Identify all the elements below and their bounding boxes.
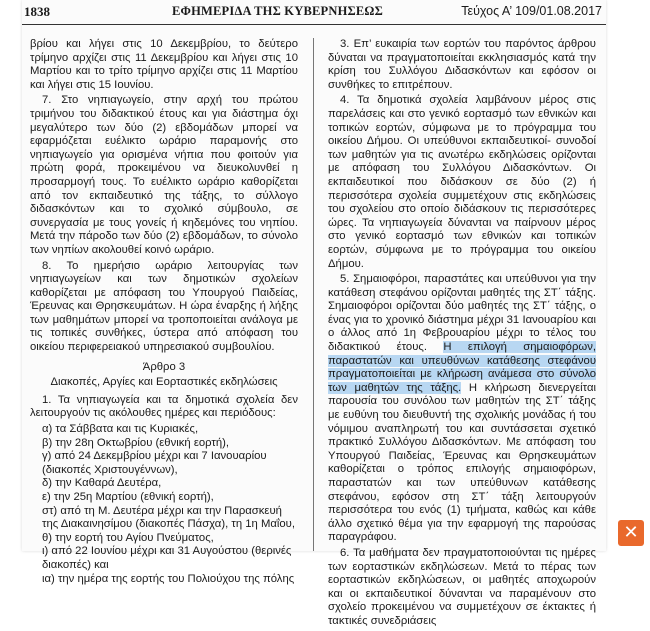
paragraph: βρίου και λήγει στις 10 Δεκεμβρίου, το δεύτερο τρίμηνο αρχίζει στις 11 Δεκεμβρίου και λήγει στις 10 Μαρτίου και το τρίτο τρίμηνο αρχίζει στις 11 Μαρτίου και λήγει στις 15 Ιουνίου.: [30, 38, 298, 91]
article-title: Άρθρο 3: [142, 360, 186, 373]
left-column: [30, 38, 298, 586]
list-item: θ) την εορτή του Αγίου Πνεύματος,: [42, 531, 214, 544]
text-run: Η κλήρωση διενεργείται παρουσία του συνόλου των μαθητών της ΣΤ΄ τάξης με ευθύνη του διευθυντή της σχολικής μονάδας ή του νόμιμου αναπληρωτή του και συντάσσεται σχετικό πρακτικό Συλλόγου Διδασκόντων. Με απόφαση του Υπουργού Παιδείας, Έρευνας και Θρησκευμάτων καθορίζεται ο τρόπος επιλογής σημαιοφόρων, παραστατών και των υπεύθυνων κατάθεσης στεφάνου, εφόσον στη ΣΤ΄ τάξη λειτουργούν περισσότερα του ενός (1) τμήματα, καθώς και κάθε άλλο σχετικό θέμα για την εφαρμογή της παρούσας παραγράφου.: [328, 381, 596, 544]
list-item: γ) από 24 Δεκεμβρίου μέχρι και 7 Ιανουαρίου (διακοπές Χριστουγέννων),: [42, 450, 267, 476]
column-divider: [313, 38, 314, 551]
selected-text[interactable]: Η επιλογή σημαιοφόρων, παραστατών και υπευθύνων κατάθεσης στεφάνου πραγματοποιείται με κλήρωση ανάμεσα στο σύνολο των μαθητών της τάξης.: [328, 341, 597, 394]
close-icon: ✕: [623, 522, 639, 543]
article-subtitle: Διακοπές, Αργίες και Εορταστικές εκδηλώσεις: [50, 376, 278, 389]
list-item: ε) την 25η Μαρτίου (εθνική εορτή),: [42, 491, 214, 503]
right-column: [328, 38, 596, 631]
gazette-title: ΕΦΗΜΕΡΙΔΑ ΤΗΣ ΚΥΒΕΡΝΗΣΕΩΣ: [172, 4, 383, 18]
list-item: δ) την Καθαρά Δευτέρα,: [42, 477, 162, 490]
paragraph: 6. Τα μαθήματα δεν πραγματοποιούνται τις ημέρες των εορταστικών εκδηλώσεων. Μετά το πέρας των εορταστικών εκδηλώσεων, οι μαθητές αποχωρούν και οι εκπαιδευτικοί δύνανται να παραμένουν στο σχολείο προκειμένου να συμμετέχουν σε έκτακτες ή τακτικές συνεδριάσεις: [328, 546, 596, 627]
list-item: ι) από 22 Ιουνίου μέχρι και 31 Αυγούστου (θερινές διακοπές) και: [42, 545, 292, 571]
text-run: 5. Σημαιοφόροι, παραστάτες και υπεύθυνοι για την κατάθεση στεφάνου ορίζονται μαθητές της ΣΤ΄ τάξης. Σημαιοφόροι ορίζονται δύο μαθητές της ΣΤ΄ τάξης, ο ένας για το χρονικό διάστημα μέχρι 31 Ιανουαρίου και ο άλλος από 1η Φεβρουαρίου μέχρι το τέλος του διδακτικού έτους.: [328, 273, 596, 354]
header-rule: [22, 24, 606, 25]
list-item: β) την 28η Οκτωβρίου (εθνική εορτή),: [42, 436, 230, 449]
paragraph: 4. Τα δημοτικά σχολεία λαμβάνουν μέρος στις παρελάσεις και στο γενικό εορτασμό των εθνικών και τοπικών εορτών, σύμφωνα με το πρόγραμμα του οικείου Δήμου. Οι υπεύθυνοι εκπαιδευτικοί- συνοδοί των μαθητών για τις ανωτέρω εκδηλώσεις ορίζονται με απόφαση του Συλλόγου Διδασκόντων. Οι εκπαιδευτικοί που διδάσκουν σε δύο (2) ή περισσότερα σχολεία συμμετέχουν στις εκδηλώσεις του σχολείου στο οποίο διδάσκουν τις περισσότερες ώρες. Τα νηπιαγωγεία δύνανται να παίρνουν μέρος στο γενικό εορτασμό των εθνικών και τοπικών εορτών, σύμφωνα με το πρόγραμμα του οικείου Δήμου.: [328, 94, 596, 270]
paragraph: 8. Το ημερήσιο ωράριο λειτουργίας των νηπιαγωγείων και των δημοτικών σχολείων καθορίζεται με απόφαση του Υπουργού Παιδείας, Έρευνας και Θρησκευμάτων. Η ώρα έναρξης ή λήξης των μαθημάτων μπορεί να τροποποιείται ανάλογα με τις τοπικές συνθήκες, ύστερα από απόφαση του οικείου περιφερειακού υπηρεσιακού συμβουλίου.: [30, 259, 298, 354]
list-item: α) τα Σάββατα και τις Κυριακές,: [42, 423, 199, 436]
close-button[interactable]: [618, 520, 644, 546]
paragraph: 3. Επ’ ευκαιρία των εορτών του παρόντος άρθρου δύναται να πραγματοποιείται εκκλησιασμός κατά την κρίση του Συλλόγου Διδασκόντων και εφόσον οι συνθήκες το επιτρέπουν.: [328, 38, 596, 91]
page-number: 1838: [24, 4, 50, 19]
page-header: [22, 4, 606, 24]
list-item: ια) την ημέρα της εορτής του Πολιούχου της πόλης: [42, 572, 295, 585]
paragraph-with-selection: [328, 273, 596, 545]
paragraph: 7. Στο νηπιαγωγείο, στην αρχή του πρώτου τριμήνου του διδακτικού έτους και για διάστημα όχι μεγαλύτερο των δύο (2) εβδομάδων μπορεί να εφαρμόζεται ευέλικτο ωράριο παραμονής στο νηπιαγωγείο για ορισμένα νήπια που φοιτούν για πρώτη φορά, προκειμένου να διευκολυνθεί η προσαρμογή τους. Το ευέλικτο ωράριο καθορίζεται από τον εκπαιδευτικό της τάξης, το σύλλογο διδασκόντων και το σχολικό σύμβουλο, σε συνεργασία με τους γονείς ή κηδεμόνες του νηπίου. Μετά την πάροδο των δύο (2) εβδομάδων, το σύνολο των νηπίων ακολουθεί κοινό ωράριο.: [30, 94, 298, 256]
issue-reference: Τεύχος Α’ 109/01.08.2017: [461, 4, 602, 18]
document-page: [22, 0, 606, 627]
paragraph: 1. Τα νηπιαγωγεία και τα δημοτικά σχολεία δεν λειτουργούν τις ακόλουθες ημέρες και περιόδους:: [30, 393, 298, 420]
list-item: στ) από τη Μ. Δευτέρα μέχρι και την Παρασκευή της Διακαινησίμου (διακοπές Πάσχα), τη 1η Μαΐου,: [42, 504, 295, 531]
